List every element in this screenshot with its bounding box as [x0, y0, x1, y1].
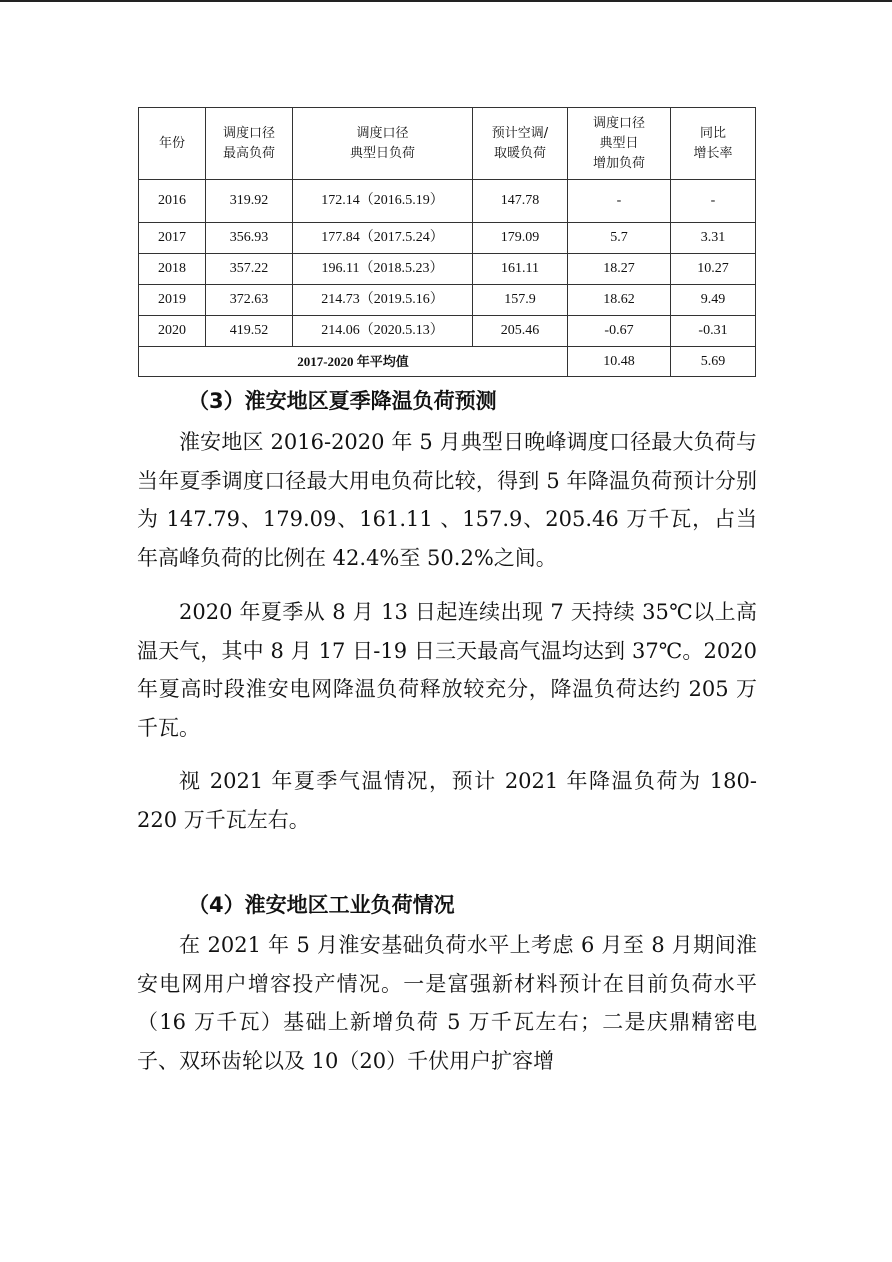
header-typical-day-load: 调度口径 典型日负荷	[293, 108, 473, 180]
header-ac-load: 预计空调/ 取暖负荷	[473, 108, 568, 180]
cell-typical-day-load: 196.11（2018.5.23）	[293, 254, 473, 285]
cell-max-load: 356.93	[206, 223, 293, 254]
cell-year: 2020	[139, 316, 206, 347]
cell-increase-load: -0.67	[568, 316, 671, 347]
table-row	[139, 316, 756, 347]
section-3-paragraph-3: 视 2021 年夏季气温情况，预计 2021 年降温负荷为 180-220 万千瓦左右。	[137, 769, 757, 832]
table-row	[139, 180, 756, 223]
cell-increase-load: 5.7	[568, 223, 671, 254]
cell-ac-load: 157.9	[473, 285, 568, 316]
table-header-row	[139, 108, 756, 180]
cell-typical-day-load: 177.84（2017.5.24）	[293, 223, 473, 254]
cell-max-load: 319.92	[206, 180, 293, 223]
cell-year: 2017	[139, 223, 206, 254]
cell-growth-rate: -	[671, 180, 756, 223]
cell-ac-load: 205.46	[473, 316, 568, 347]
cell-typical-day-load: 172.14（2016.5.19）	[293, 180, 473, 223]
section-4-paragraph-1: 在 2021 年 5 月淮安基础负荷水平上考虑 6 月至 8 月期间淮安电网用户增容投产情况。一是富强新材料预计在目前负荷水平（16 万千瓦）基础上新增负荷 5 万千瓦左右；二是庆鼎精密电子、双环齿轮以及 10（20）千伏用户扩容增	[137, 933, 757, 1073]
header-year: 年份	[139, 108, 206, 180]
cell-max-load: 419.52	[206, 316, 293, 347]
table-row	[139, 223, 756, 254]
cell-typical-day-load: 214.06（2020.5.13）	[293, 316, 473, 347]
cell-ac-load: 179.09	[473, 223, 568, 254]
header-max-load: 调度口径 最高负荷	[206, 108, 293, 180]
cell-year: 2016	[139, 180, 206, 223]
page-top-border	[0, 0, 892, 2]
cell-growth-rate: 9.49	[671, 285, 756, 316]
load-data-table	[138, 107, 756, 377]
section-3-paragraph-1: 淮安地区 2016-2020 年 5 月典型日晚峰调度口径最大负荷与当年夏季调度口径最大用电负荷比较，得到 5 年降温负荷预计分别为 147.79、179.09、161.11 、157.9、205.46 万千瓦，占当年高峰负荷的比例在 42.4%至 50.2%之间。	[137, 430, 757, 570]
cell-year: 2019	[139, 285, 206, 316]
average-increase: 10.48	[568, 347, 671, 377]
header-growth-rate: 同比 增长率	[671, 108, 756, 180]
cell-growth-rate: -0.31	[671, 316, 756, 347]
table-average-row	[139, 347, 756, 377]
cell-increase-load: 18.62	[568, 285, 671, 316]
header-increase-load: 调度口径 典型日 增加负荷	[568, 108, 671, 180]
average-rate: 5.69	[671, 347, 756, 377]
section-3-heading: （3）淮安地区夏季降温负荷预测	[188, 389, 497, 413]
cell-max-load: 357.22	[206, 254, 293, 285]
table-row	[139, 254, 756, 285]
cell-growth-rate: 3.31	[671, 223, 756, 254]
cell-growth-rate: 10.27	[671, 254, 756, 285]
section-3-paragraph-2: 2020 年夏季从 8 月 13 日起连续出现 7 天持续 35℃以上高温天气，其中 8 月 17 日-19 日三天最高气温均达到 37℃。2020 年夏高时段淮安电网降温负荷释放较充分，降温负荷达约 205 万千瓦。	[137, 600, 757, 740]
cell-increase-load: 18.27	[568, 254, 671, 285]
cell-ac-load: 147.78	[473, 180, 568, 223]
cell-ac-load: 161.11	[473, 254, 568, 285]
table-row	[139, 285, 756, 316]
cell-typical-day-load: 214.73（2019.5.16）	[293, 285, 473, 316]
average-label: 2017-2020 年平均值	[139, 347, 568, 377]
cell-max-load: 372.63	[206, 285, 293, 316]
section-4-heading: （4）淮安地区工业负荷情况	[188, 893, 455, 917]
cell-increase-load: -	[568, 180, 671, 223]
cell-year: 2018	[139, 254, 206, 285]
